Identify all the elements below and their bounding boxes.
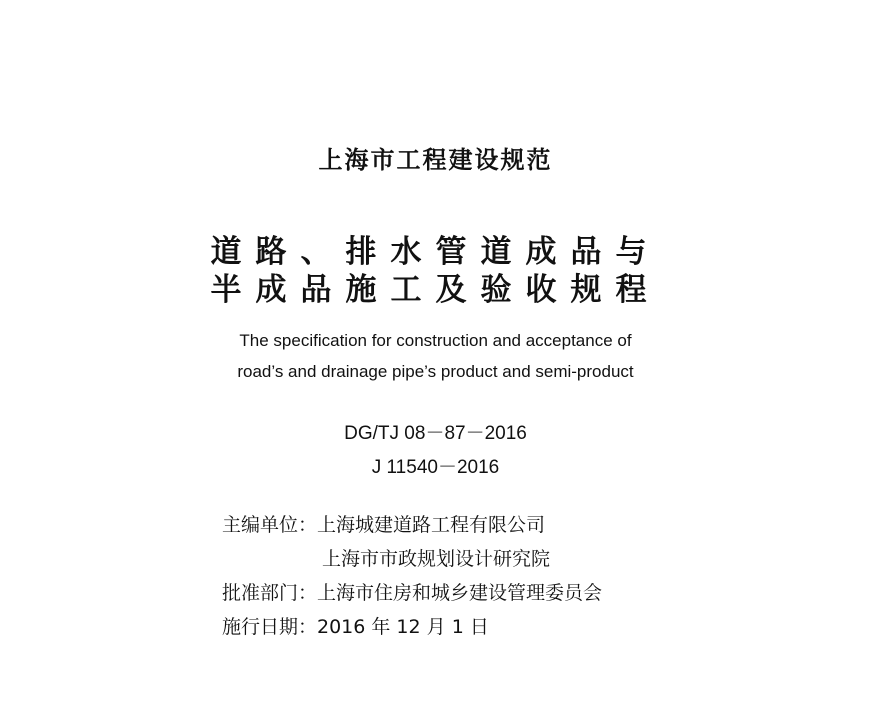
document-title-line-1: 道路、排水管道成品与 bbox=[210, 234, 661, 270]
record-number: J 11540－2016 bbox=[371, 457, 500, 478]
standard-number: DG/TJ 08－87－2016 bbox=[344, 423, 527, 444]
document-title-line-2: 半成品施工及验收规程 bbox=[210, 272, 661, 308]
series-title: 上海市工程建设规范 bbox=[318, 146, 553, 174]
english-title-line-1: The specification for construction and acceptance of bbox=[239, 331, 632, 350]
approval-department: 批准部门：上海市住房和城乡建设管理委员会 bbox=[222, 582, 603, 604]
effective-date: 施行日期：2016 年 12 月 1 日 bbox=[222, 616, 489, 638]
english-title-line-2: road’s and drainage pipe’s product and semi-product bbox=[237, 362, 634, 381]
co-editor-unit: 上海市市政规划设计研究院 bbox=[322, 548, 551, 570]
chief-editor-unit: 主编单位：上海城建道路工程有限公司 bbox=[222, 514, 546, 536]
